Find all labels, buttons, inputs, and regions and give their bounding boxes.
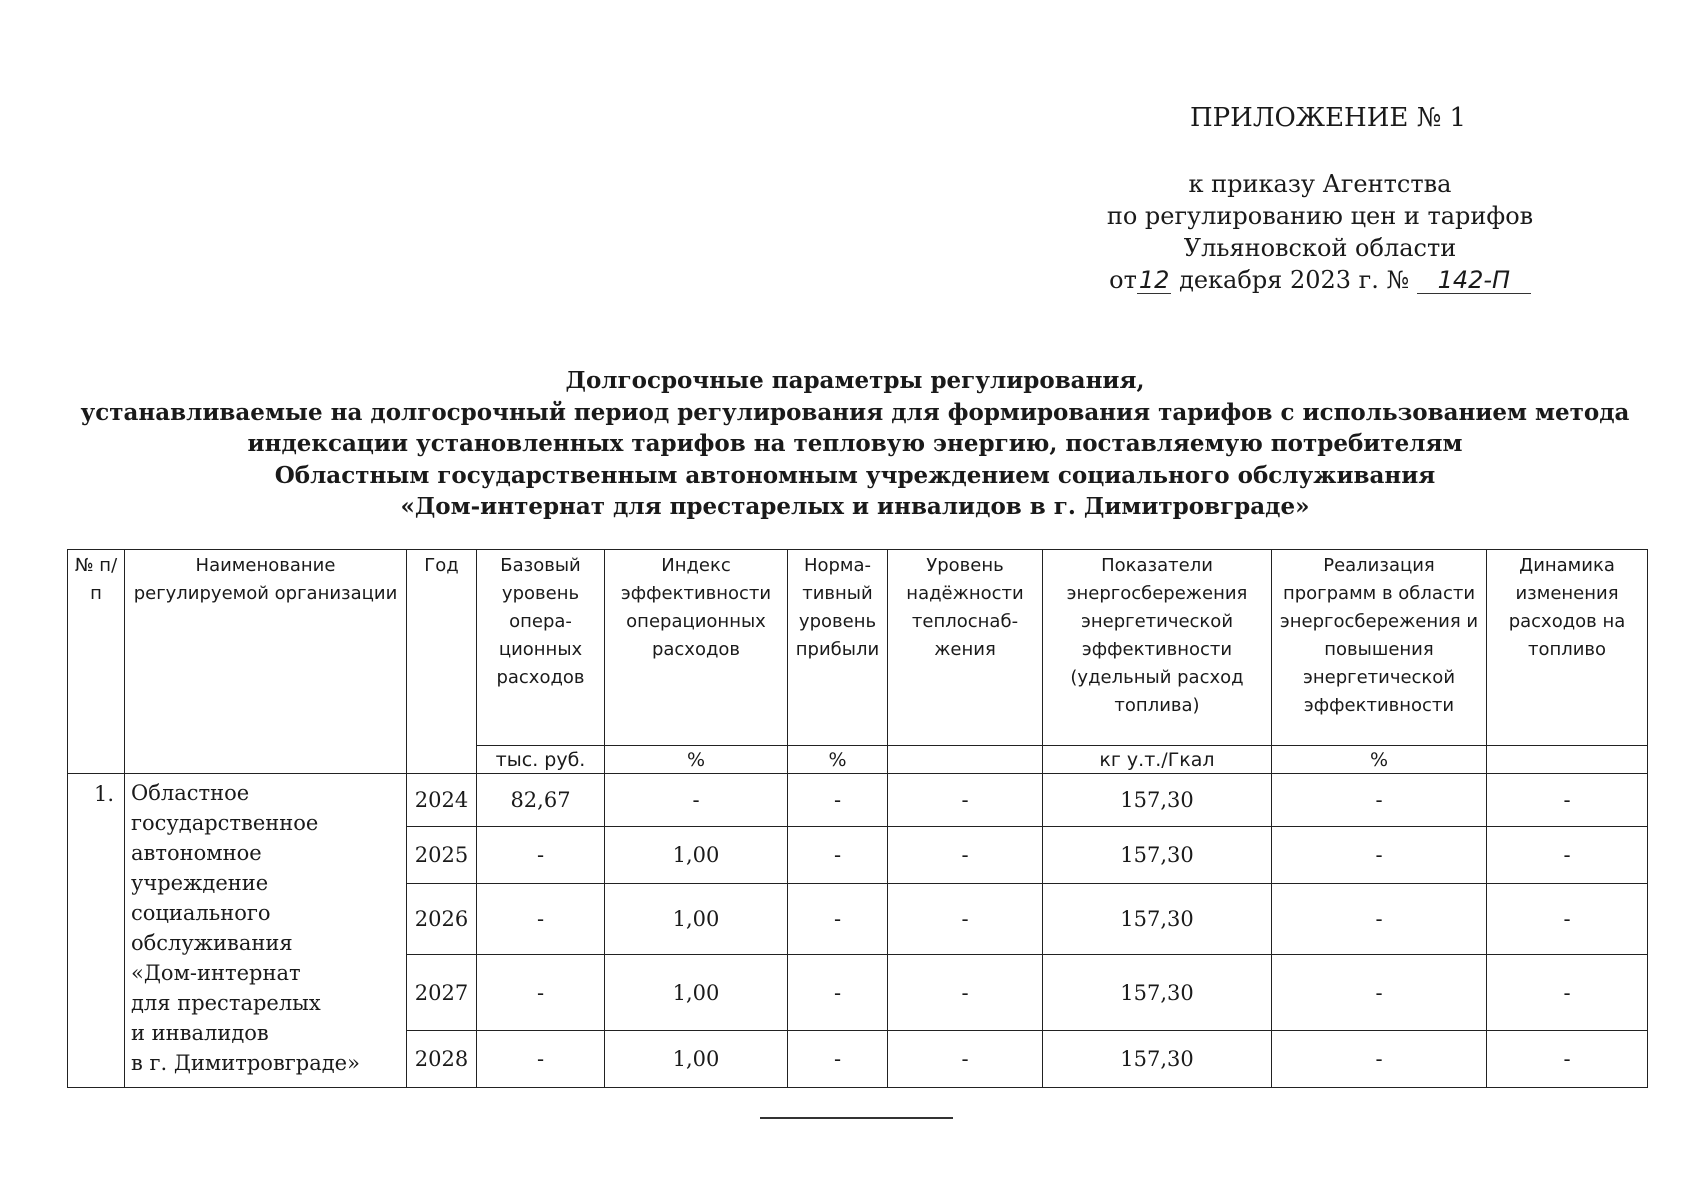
profit-cell: -	[788, 774, 888, 827]
index-cell: -	[605, 774, 788, 827]
header-cell: Базовый уровень опера-ционных расходов	[477, 550, 605, 746]
organization-name	[125, 774, 407, 1088]
index-cell: 1,00	[605, 827, 788, 884]
base-cell: -	[477, 884, 605, 955]
handwritten-day: 12	[1138, 266, 1170, 294]
document-title	[60, 365, 1650, 523]
order-line: к приказу Агентства	[1188, 170, 1452, 198]
org-line: в г. Димитровграде»	[131, 1051, 360, 1075]
fuel-dynamics-cell: -	[1487, 774, 1648, 827]
base-cell: -	[477, 955, 605, 1031]
programs-cell: -	[1272, 827, 1487, 884]
org-line: социального	[131, 901, 271, 925]
org-line: государственное	[131, 811, 319, 835]
year-cell: 2026	[407, 884, 477, 955]
year-cell: 2027	[407, 955, 477, 1031]
year-cell: 2024	[407, 774, 477, 827]
index-cell: 1,00	[605, 884, 788, 955]
org-line: учреждение	[131, 871, 269, 895]
header-cell: Реализация программ в области энергосбережения и повышения энергетической эффективности	[1272, 550, 1487, 746]
date-prefix: от	[1109, 266, 1137, 294]
fuel-dynamics-cell: -	[1487, 827, 1648, 884]
reliability-cell: -	[888, 774, 1043, 827]
header-cell: Индекс эффективности операционных расходов	[605, 550, 788, 746]
header-cell: Уровень надёжности теплоснаб-жения	[888, 550, 1043, 746]
row-number: 1.	[68, 774, 125, 1088]
date-rest: декабря 2023 г. №	[1179, 266, 1410, 294]
org-line: обслуживания	[131, 931, 293, 955]
programs-cell: -	[1272, 884, 1487, 955]
title-line: «Дом-интернат для престарелых и инвалидов в г. Димитровграде»	[400, 493, 1310, 520]
base-cell: 82,67	[477, 774, 605, 827]
order-line: по регулированию цен и тарифов	[1106, 202, 1534, 230]
base-cell: -	[477, 1031, 605, 1088]
base-cell: -	[477, 827, 605, 884]
header-cell: Динамика изменения расходов на топливо	[1487, 550, 1648, 746]
year-cell: 2028	[407, 1031, 477, 1088]
title-line: Долгосрочные параметры регулирования,	[565, 367, 1145, 394]
title-line: индексации установленных тарифов на тепловую энергию, поставляемую потребителям	[247, 430, 1463, 457]
programs-cell: -	[1272, 774, 1487, 827]
profit-cell: -	[788, 955, 888, 1031]
unit-cell: тыс. руб.	[477, 746, 605, 774]
order-reference	[1080, 168, 1560, 296]
header-cell: Норма-тивный уровень прибыли	[788, 550, 888, 746]
fuel-rate-cell: 157,30	[1043, 884, 1272, 955]
fuel-rate-cell: 157,30	[1043, 955, 1272, 1031]
unit-cell: %	[605, 746, 788, 774]
parameters-table	[67, 549, 1648, 1088]
unit-cell	[1487, 746, 1648, 774]
org-line: для престарелых	[131, 991, 321, 1015]
reliability-cell: -	[888, 1031, 1043, 1088]
org-line: «Дом-интернат	[131, 961, 301, 985]
header-cell: Год	[407, 550, 477, 774]
table-header-row	[68, 550, 1648, 746]
org-line: автономное	[131, 841, 262, 865]
fuel-dynamics-cell: -	[1487, 884, 1648, 955]
fuel-dynamics-cell: -	[1487, 955, 1648, 1031]
header-cell: Наименование регулируемой организации	[125, 550, 407, 774]
title-line: Областным государственным автономным учреждением социального обслуживания	[274, 461, 1436, 489]
header-cell: Показатели энергосбережения энергетической эффективности (удельный расход топлива)	[1043, 550, 1272, 746]
programs-cell: -	[1272, 1031, 1487, 1088]
unit-cell: %	[1272, 746, 1487, 774]
reliability-cell: -	[888, 884, 1043, 955]
reliability-cell: -	[888, 827, 1043, 884]
order-date-line	[1080, 264, 1560, 296]
org-line: и инвалидов	[131, 1021, 269, 1045]
order-line: Ульяновской области	[1183, 234, 1457, 262]
profit-cell: -	[788, 827, 888, 884]
header-cell: № п/п	[68, 550, 125, 774]
appendix-heading: ПРИЛОЖЕНИЕ № 1	[1190, 103, 1467, 133]
unit-cell: кг у.т./Гкал	[1043, 746, 1272, 774]
fuel-dynamics-cell: -	[1487, 1031, 1648, 1088]
fuel-rate-cell: 157,30	[1043, 827, 1272, 884]
title-line: устанавливаемые на долгосрочный период регулирования для формирования тарифов с использованием метода	[80, 398, 1630, 426]
profit-cell: -	[788, 884, 888, 955]
profit-cell: -	[788, 1031, 888, 1088]
reliability-cell: -	[888, 955, 1043, 1031]
fuel-rate-cell: 157,30	[1043, 1031, 1272, 1088]
closing-rule	[760, 1117, 953, 1119]
unit-cell: %	[788, 746, 888, 774]
unit-cell	[888, 746, 1043, 774]
year-cell: 2025	[407, 827, 477, 884]
index-cell: 1,00	[605, 955, 788, 1031]
org-line: Областное	[131, 781, 250, 805]
handwritten-order-number: 142-П	[1417, 267, 1531, 294]
index-cell: 1,00	[605, 1031, 788, 1088]
table-row	[68, 774, 1648, 827]
programs-cell: -	[1272, 955, 1487, 1031]
fuel-rate-cell: 157,30	[1043, 774, 1272, 827]
